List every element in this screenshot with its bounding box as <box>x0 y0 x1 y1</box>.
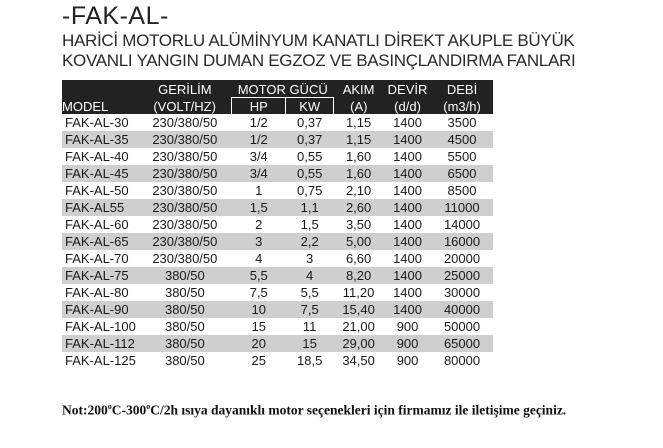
cell-hp: 7,5 <box>232 284 286 301</box>
header-motor-power: MOTOR GÜCÜ <box>232 80 334 97</box>
header-current-unit: (A) <box>334 97 384 114</box>
cell-kw: 1,1 <box>286 199 334 216</box>
cell-voltage: 380/50 <box>138 335 232 352</box>
cell-voltage: 230/380/50 <box>138 233 232 250</box>
cell-model: FAK-AL55 <box>62 199 138 216</box>
table-row <box>62 318 493 335</box>
cell-model: FAK-AL-45 <box>62 165 138 182</box>
table-row <box>62 267 493 284</box>
cell-speed: 1400 <box>384 114 432 131</box>
table-row <box>62 114 493 131</box>
cell-voltage: 230/380/50 <box>138 216 232 233</box>
cell-hp: 3 <box>232 233 286 250</box>
header-speed: DEVİR <box>384 80 432 97</box>
cell-hp: 10 <box>232 301 286 318</box>
header-current: AKIM <box>334 80 384 97</box>
cell-flow: 20000 <box>432 250 493 267</box>
table-row <box>62 250 493 267</box>
cell-hp: 2 <box>232 216 286 233</box>
cell-model: FAK-AL-30 <box>62 114 138 131</box>
degree-sign-1: o <box>107 402 112 411</box>
cell-current: 1,60 <box>334 165 384 182</box>
subtitle-line-1: HARİCİ MOTORLU ALÜMİNYUM KANATLI DİREKT AKUPLE BÜYÜK <box>62 31 575 50</box>
cell-flow: 14000 <box>432 216 493 233</box>
cell-model: FAK-AL-80 <box>62 284 138 301</box>
cell-speed: 900 <box>384 318 432 335</box>
cell-voltage: 230/380/50 <box>138 250 232 267</box>
cell-voltage: 380/50 <box>138 284 232 301</box>
cell-flow: 4500 <box>432 131 493 148</box>
cell-voltage: 230/380/50 <box>138 182 232 199</box>
cell-speed: 1400 <box>384 301 432 318</box>
cell-voltage: 380/50 <box>138 301 232 318</box>
note-prefix: Not:200 <box>62 402 108 418</box>
cell-flow: 80000 <box>432 352 493 369</box>
cell-current: 34,50 <box>334 352 384 369</box>
cell-kw: 0,55 <box>286 148 334 165</box>
table-row <box>62 301 493 318</box>
cell-kw: 7,5 <box>286 301 334 318</box>
cell-model: FAK-AL-75 <box>62 267 138 284</box>
page-subtitle <box>62 31 652 71</box>
cell-kw: 1,5 <box>286 216 334 233</box>
header-voltage: GERİLİM <box>138 80 232 97</box>
cell-current: 29,00 <box>334 335 384 352</box>
cell-model: FAK-AL-60 <box>62 216 138 233</box>
cell-voltage: 380/50 <box>138 318 232 335</box>
cell-model: FAK-AL-70 <box>62 250 138 267</box>
cell-voltage: 230/380/50 <box>138 148 232 165</box>
header-voltage-unit: (VOLT/HZ) <box>138 97 232 114</box>
cell-hp: 4 <box>232 250 286 267</box>
cell-speed: 1400 <box>384 131 432 148</box>
table-row <box>62 335 493 352</box>
cell-kw: 15 <box>286 335 334 352</box>
note-mid: C-300 <box>111 402 147 418</box>
cell-flow: 40000 <box>432 301 493 318</box>
cell-speed: 900 <box>384 335 432 352</box>
cell-hp: 3/4 <box>232 165 286 182</box>
table-row <box>62 148 493 165</box>
cell-model: FAK-AL-90 <box>62 301 138 318</box>
cell-voltage: 230/380/50 <box>138 131 232 148</box>
cell-hp: 5,5 <box>232 267 286 284</box>
degree-sign-2: o <box>146 402 151 411</box>
cell-kw: 5,5 <box>286 284 334 301</box>
cell-speed: 1400 <box>384 199 432 216</box>
cell-current: 21,00 <box>334 318 384 335</box>
cell-current: 1,15 <box>334 131 384 148</box>
cell-speed: 1400 <box>384 148 432 165</box>
cell-flow: 30000 <box>432 284 493 301</box>
table-row <box>62 352 493 369</box>
cell-model: FAK-AL-35 <box>62 131 138 148</box>
subtitle-line-2: KOVANLI YANGIN DUMAN EGZOZ VE BASINÇLANDIRMA FANLARI <box>62 51 576 70</box>
cell-model: FAK-AL-112 <box>62 335 138 352</box>
cell-current: 3,50 <box>334 216 384 233</box>
cell-kw: 18,5 <box>286 352 334 369</box>
cell-current: 8,20 <box>334 267 384 284</box>
header-model: MODEL <box>62 80 138 114</box>
cell-kw: 3 <box>286 250 334 267</box>
cell-flow: 65000 <box>432 335 493 352</box>
cell-current: 6,60 <box>334 250 384 267</box>
table-row <box>62 216 493 233</box>
cell-hp: 1,5 <box>232 199 286 216</box>
table-row <box>62 199 493 216</box>
cell-kw: 0,55 <box>286 165 334 182</box>
cell-hp: 1/2 <box>232 131 286 148</box>
cell-speed: 1400 <box>384 250 432 267</box>
cell-speed: 1400 <box>384 216 432 233</box>
header-flow: DEBİ <box>432 80 493 97</box>
cell-speed: 1400 <box>384 165 432 182</box>
footnote <box>62 402 566 419</box>
cell-speed: 1400 <box>384 267 432 284</box>
cell-hp: 25 <box>232 352 286 369</box>
cell-flow: 6500 <box>432 165 493 182</box>
header-flow-unit: (m3/h) <box>432 97 493 114</box>
cell-current: 2,60 <box>334 199 384 216</box>
cell-current: 1,60 <box>334 148 384 165</box>
cell-speed: 1400 <box>384 284 432 301</box>
cell-voltage: 230/380/50 <box>138 165 232 182</box>
cell-model: FAK-AL-125 <box>62 352 138 369</box>
header-kw: KW <box>286 97 334 114</box>
table-row <box>62 284 493 301</box>
cell-flow: 50000 <box>432 318 493 335</box>
cell-speed: 1400 <box>384 233 432 250</box>
spec-table <box>62 80 493 369</box>
cell-speed: 1400 <box>384 182 432 199</box>
cell-current: 11,20 <box>334 284 384 301</box>
cell-model: FAK-AL-50 <box>62 182 138 199</box>
table-row <box>62 131 493 148</box>
cell-voltage: 230/380/50 <box>138 199 232 216</box>
header-hp: HP <box>232 97 286 114</box>
cell-hp: 3/4 <box>232 148 286 165</box>
cell-kw: 0,75 <box>286 182 334 199</box>
cell-model: FAK-AL-65 <box>62 233 138 250</box>
cell-kw: 2,2 <box>286 233 334 250</box>
table-row <box>62 182 493 199</box>
cell-hp: 15 <box>232 318 286 335</box>
cell-voltage: 230/380/50 <box>138 114 232 131</box>
cell-kw: 4 <box>286 267 334 284</box>
cell-model: FAK-AL-40 <box>62 148 138 165</box>
cell-flow: 11000 <box>432 199 493 216</box>
cell-model: FAK-AL-100 <box>62 318 138 335</box>
cell-current: 5,00 <box>334 233 384 250</box>
cell-hp: 1/2 <box>232 114 286 131</box>
cell-kw: 0,37 <box>286 114 334 131</box>
cell-hp: 20 <box>232 335 286 352</box>
cell-current: 2,10 <box>334 182 384 199</box>
cell-flow: 5500 <box>432 148 493 165</box>
cell-flow: 8500 <box>432 182 493 199</box>
cell-speed: 900 <box>384 352 432 369</box>
cell-kw: 11 <box>286 318 334 335</box>
cell-flow: 3500 <box>432 114 493 131</box>
cell-flow: 16000 <box>432 233 493 250</box>
cell-flow: 25000 <box>432 267 493 284</box>
page-title: -FAK-AL- <box>62 2 169 30</box>
cell-voltage: 380/50 <box>138 267 232 284</box>
spec-table-body <box>62 114 493 369</box>
cell-current: 15,40 <box>334 301 384 318</box>
cell-kw: 0,37 <box>286 131 334 148</box>
cell-voltage: 380/50 <box>138 352 232 369</box>
note-rest: C/2h ısıya dayanıklı motor seçenekleri için firmamız ile iletişime geçiniz. <box>150 402 567 418</box>
cell-current: 1,15 <box>334 114 384 131</box>
table-row <box>62 233 493 250</box>
cell-hp: 1 <box>232 182 286 199</box>
table-row <box>62 165 493 182</box>
header-speed-unit: (d/d) <box>384 97 432 114</box>
